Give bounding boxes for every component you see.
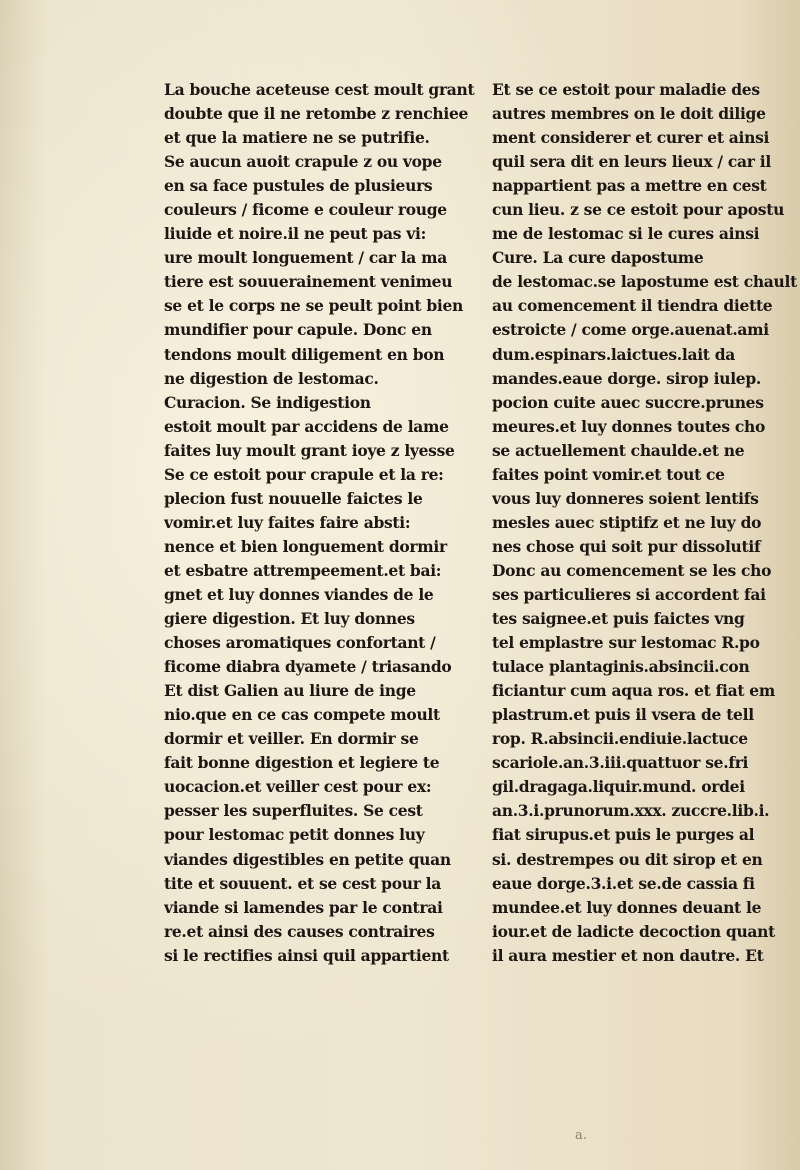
text-line: de lestomac.se lapostume est chault [492, 272, 797, 292]
text-line: au comencement il tiendra diette [492, 296, 773, 316]
text-line: Et se ce estoit pour maladie des [492, 80, 760, 99]
text-line: gil.dragaga.liquir.mund. ordei [492, 777, 745, 797]
text-line: meures.et luy donnes toutes cho [492, 416, 766, 436]
text-line: se actuellement chaulde.et ne [492, 440, 745, 460]
text-line: nes chose qui soit pur dissolutif [492, 536, 761, 556]
text-line: se et le corps ne se peult point bien [164, 296, 464, 316]
text-line: iour.et de ladicte decoction quant [492, 921, 776, 941]
text-line: ment considerer et curer et ainsi [492, 128, 770, 148]
text-line: tulace plantaginis.absincii.con [492, 657, 750, 677]
text-line: choses aromatiques confortant / [164, 633, 436, 653]
text-line: mundifier pour capule. Donc en [164, 320, 432, 340]
text-line: vous luy donneres soient lentifs [492, 488, 759, 508]
text-line: nence et bien longuement dormir [164, 536, 447, 556]
text-line: pesser les superfluites. Se cest [164, 801, 423, 821]
text-line: ses particulieres si accordent fai [492, 584, 766, 604]
text-line: plecion fust nouuelle faictes le [164, 488, 423, 508]
text-line: me de lestomac si le cures ainsi [492, 224, 760, 244]
text-line: viandes digestibles en petite quan [164, 849, 451, 869]
text-line: nappartient pas a mettre en cest [492, 176, 767, 196]
text-line: nio.que en ce cas compete moult [164, 705, 440, 725]
text-line: mundee.et luy donnes deuant le [492, 897, 762, 917]
text-line: et que la matiere ne se putrifie. [164, 128, 430, 148]
text-line: uocacion.et veiller cest pour ex: [164, 777, 432, 797]
text-line: plastrum.et puis il vsera de tell [492, 705, 754, 725]
text-line: Se ce estoit pour crapule et la re: [164, 464, 444, 484]
text-line: liuide et noire.il ne peut pas vi: [164, 224, 427, 244]
text-line: an.3.i.prunorum.xxx. zuccre.lib.i. [492, 801, 770, 821]
text-line: tendons moult diligement en bon [164, 344, 445, 364]
text-line: dum.espinars.laictues.lait da [492, 344, 736, 364]
text-line: fiat sirupus.et puis le purges al [492, 825, 755, 845]
text-line: La bouche aceteuse cest moult grant [164, 80, 475, 99]
text-line: quil sera dit en leurs lieux / car il [492, 152, 771, 172]
text-line: ure moult longuement / car la ma [164, 248, 447, 268]
text-line: et esbatre attrempeement.et bai: [164, 560, 442, 580]
text-line: Cure. La cure dapostume [492, 248, 704, 268]
text-line: tiere est souuerainement venimeu [164, 272, 453, 292]
text-line: tite et souuent. et se cest pour la [164, 873, 441, 893]
text-line: ficiantur cum aqua ros. et fiat em [492, 681, 775, 701]
text-line: estroicte / come orge.auenat.ami [492, 320, 769, 340]
text-line: il aura mestier et non dautre. Et [492, 945, 764, 965]
text-line: fait bonne digestion et legiere te [164, 753, 440, 773]
right-text-column [492, 78, 797, 968]
text-line: ficome diabra dyamete / triasando [164, 657, 452, 677]
signature-mark: a. [575, 1128, 587, 1143]
text-line: Se aucun auoit crapule z ou vope [164, 152, 442, 172]
text-line: viande si lamendes par le contrai [164, 897, 443, 917]
text-line: tel emplastre sur lestomac R.po [492, 633, 760, 653]
text-line: mandes.eaue dorge. sirop iulep. [492, 368, 761, 388]
text-line: en sa face pustules de plusieurs [164, 176, 433, 196]
text-line: cun lieu. z se ce estoit pour apostu [492, 200, 785, 220]
text-line: autres membres on le doit dilige [492, 104, 766, 124]
text-line: si le rectifies ainsi quil appartient [164, 945, 449, 965]
text-line: tes saignee.et puis faictes vng [492, 609, 745, 629]
text-line: doubte que il ne retombe z renchiee [164, 104, 469, 124]
text-line: eaue dorge.3.i.et se.de cassia fi [492, 873, 755, 893]
text-line: rop. R.absincii.endiuie.lactuce [492, 729, 748, 749]
text-line: mesles auec stiptifz et ne luy do [492, 512, 762, 532]
text-line: pocion cuite auec succre.prunes [492, 392, 764, 412]
left-text-column [164, 78, 480, 968]
text-line: dormir et veiller. En dormir se [164, 729, 419, 749]
text-line: giere digestion. Et luy donnes [164, 609, 415, 629]
text-line: Et dist Galien au liure de inge [164, 681, 416, 701]
text-line: re.et ainsi des causes contraires [164, 921, 435, 941]
text-line: scariole.an.3.iii.quattuor se.fri [492, 753, 749, 773]
text-line: pour lestomac petit donnes luy [164, 825, 425, 845]
text-line: vomir.et luy faites faire absti: [164, 512, 411, 532]
text-line: couleurs / ficome e couleur rouge [164, 200, 447, 220]
text-line: faites point vomir.et tout ce [492, 464, 725, 484]
text-line: Curacion. Se indigestion [164, 392, 371, 412]
text-line: gnet et luy donnes viandes de le [164, 584, 434, 604]
text-line: si. destrempes ou dit sirop et en [492, 849, 763, 869]
text-line: Donc au comencement se les cho [492, 560, 772, 580]
text-line: faites luy moult grant ioye z lyesse [164, 440, 455, 460]
text-line: estoit moult par accidens de lame [164, 416, 449, 436]
text-line: ne digestion de lestomac. [164, 368, 379, 388]
